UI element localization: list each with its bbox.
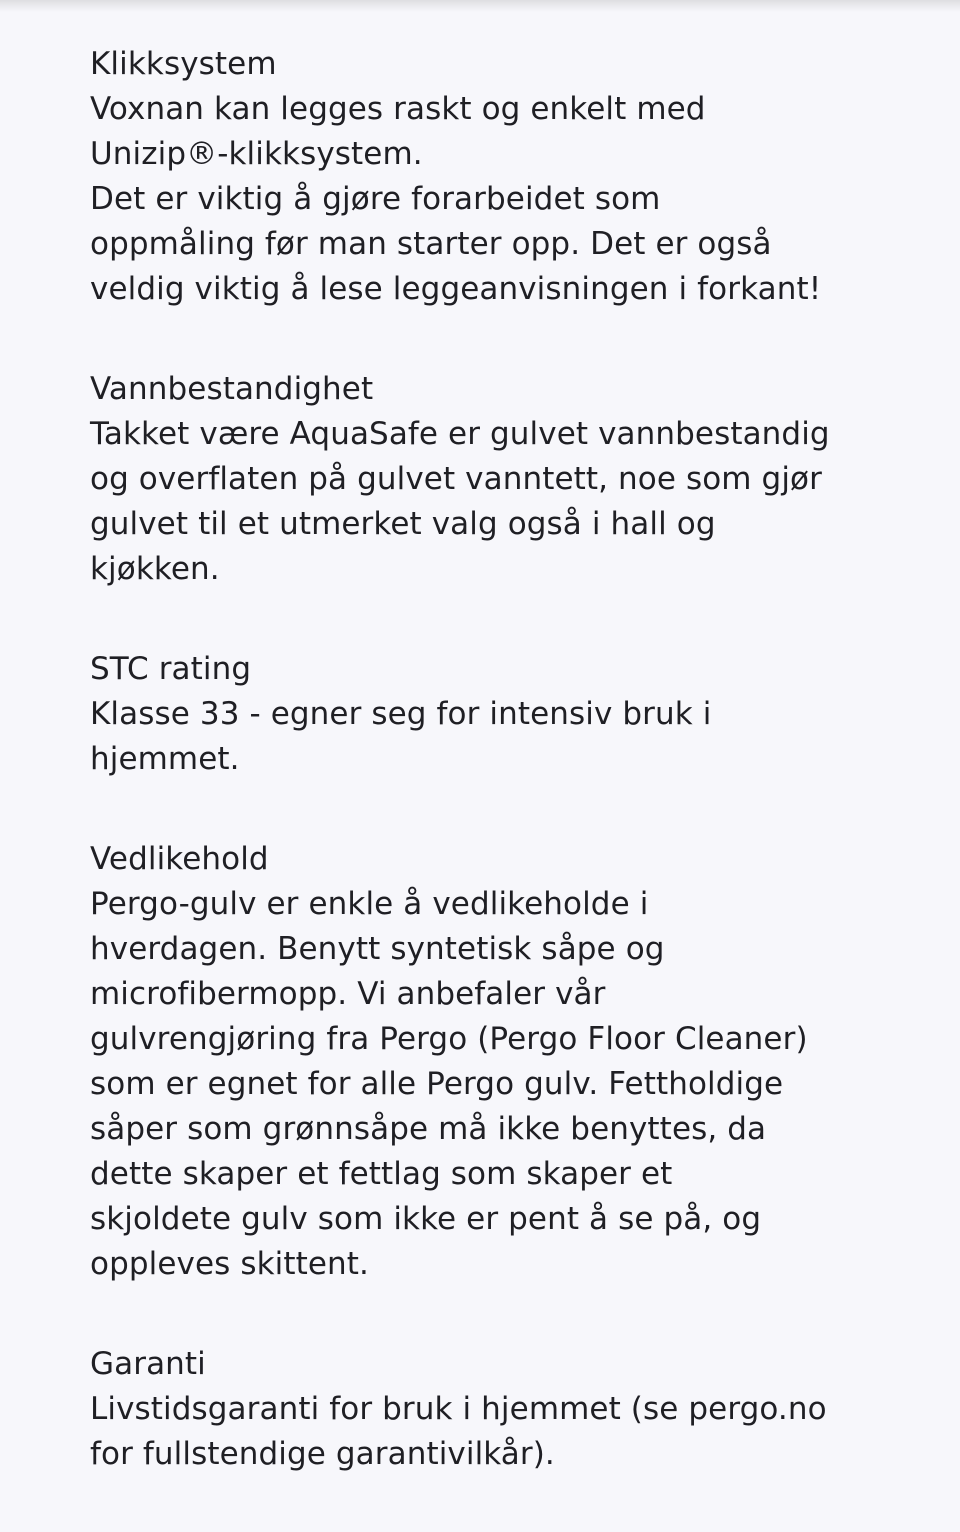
section-heading: Vedlikehold — [90, 841, 269, 877]
section-text-line: kjøkken. — [90, 551, 220, 587]
product-description — [90, 42, 890, 1532]
section-text-line: Pergo-gulv er enkle å vedlikeholde i — [90, 886, 649, 922]
section-text-line: veldig viktig å lese leggeanvisningen i forkant! — [90, 271, 822, 307]
section-text-line: og overflaten på gulvet vanntett, noe som gjør — [90, 461, 822, 497]
section-heading: Klikksystem — [90, 46, 277, 82]
section-text-line: såper som grønnsåpe må ikke benyttes, da — [90, 1111, 767, 1147]
section-heading: STC rating — [90, 651, 252, 687]
section-text-line: Livstidsgaranti for bruk i hjemmet (se pergo.no — [90, 1391, 827, 1427]
section-text-line: oppleves skittent. — [90, 1246, 369, 1282]
section-garanti — [90, 1342, 890, 1477]
section-klikksystem — [90, 42, 890, 312]
section-text-line: dette skaper et fettlag som skaper et — [90, 1156, 673, 1192]
section-text-line: Unizip®-klikksystem. — [90, 136, 423, 172]
section-heading: Vannbestandighet — [90, 371, 374, 407]
section-text-line: for fullstendige garantivilkår). — [90, 1436, 555, 1472]
section-text-line: som er egnet for alle Pergo gulv. Fettholdige — [90, 1066, 784, 1102]
section-text-line: gulvet til et utmerket valg også i hall og — [90, 506, 716, 542]
section-text-line: skjoldete gulv som ikke er pent å se på, og — [90, 1201, 762, 1237]
section-text-line: Det er viktig å gjøre forarbeidet som — [90, 181, 661, 217]
section-text-line: hjemmet. — [90, 741, 240, 777]
section-stc-rating — [90, 647, 890, 782]
section-heading: Garanti — [90, 1346, 206, 1382]
section-vedlikehold — [90, 837, 890, 1287]
section-vannbestandighet — [90, 367, 890, 592]
section-text-line: Klasse 33 - egner seg for intensiv bruk i — [90, 696, 712, 732]
section-text-line: oppmåling før man starter opp. Det er også — [90, 226, 772, 262]
section-text-line: microfibermopp. Vi anbefaler vår — [90, 976, 606, 1012]
section-text-line: hverdagen. Benytt syntetisk såpe og — [90, 931, 665, 967]
section-text-line: Voxnan kan legges raskt og enkelt med — [90, 91, 706, 127]
top-shadow — [0, 0, 960, 12]
section-text-line: Takket være AquaSafe er gulvet vannbestandig — [90, 416, 830, 452]
section-text-line: gulvrengjøring fra Pergo (Pergo Floor Cleaner) — [90, 1021, 808, 1057]
